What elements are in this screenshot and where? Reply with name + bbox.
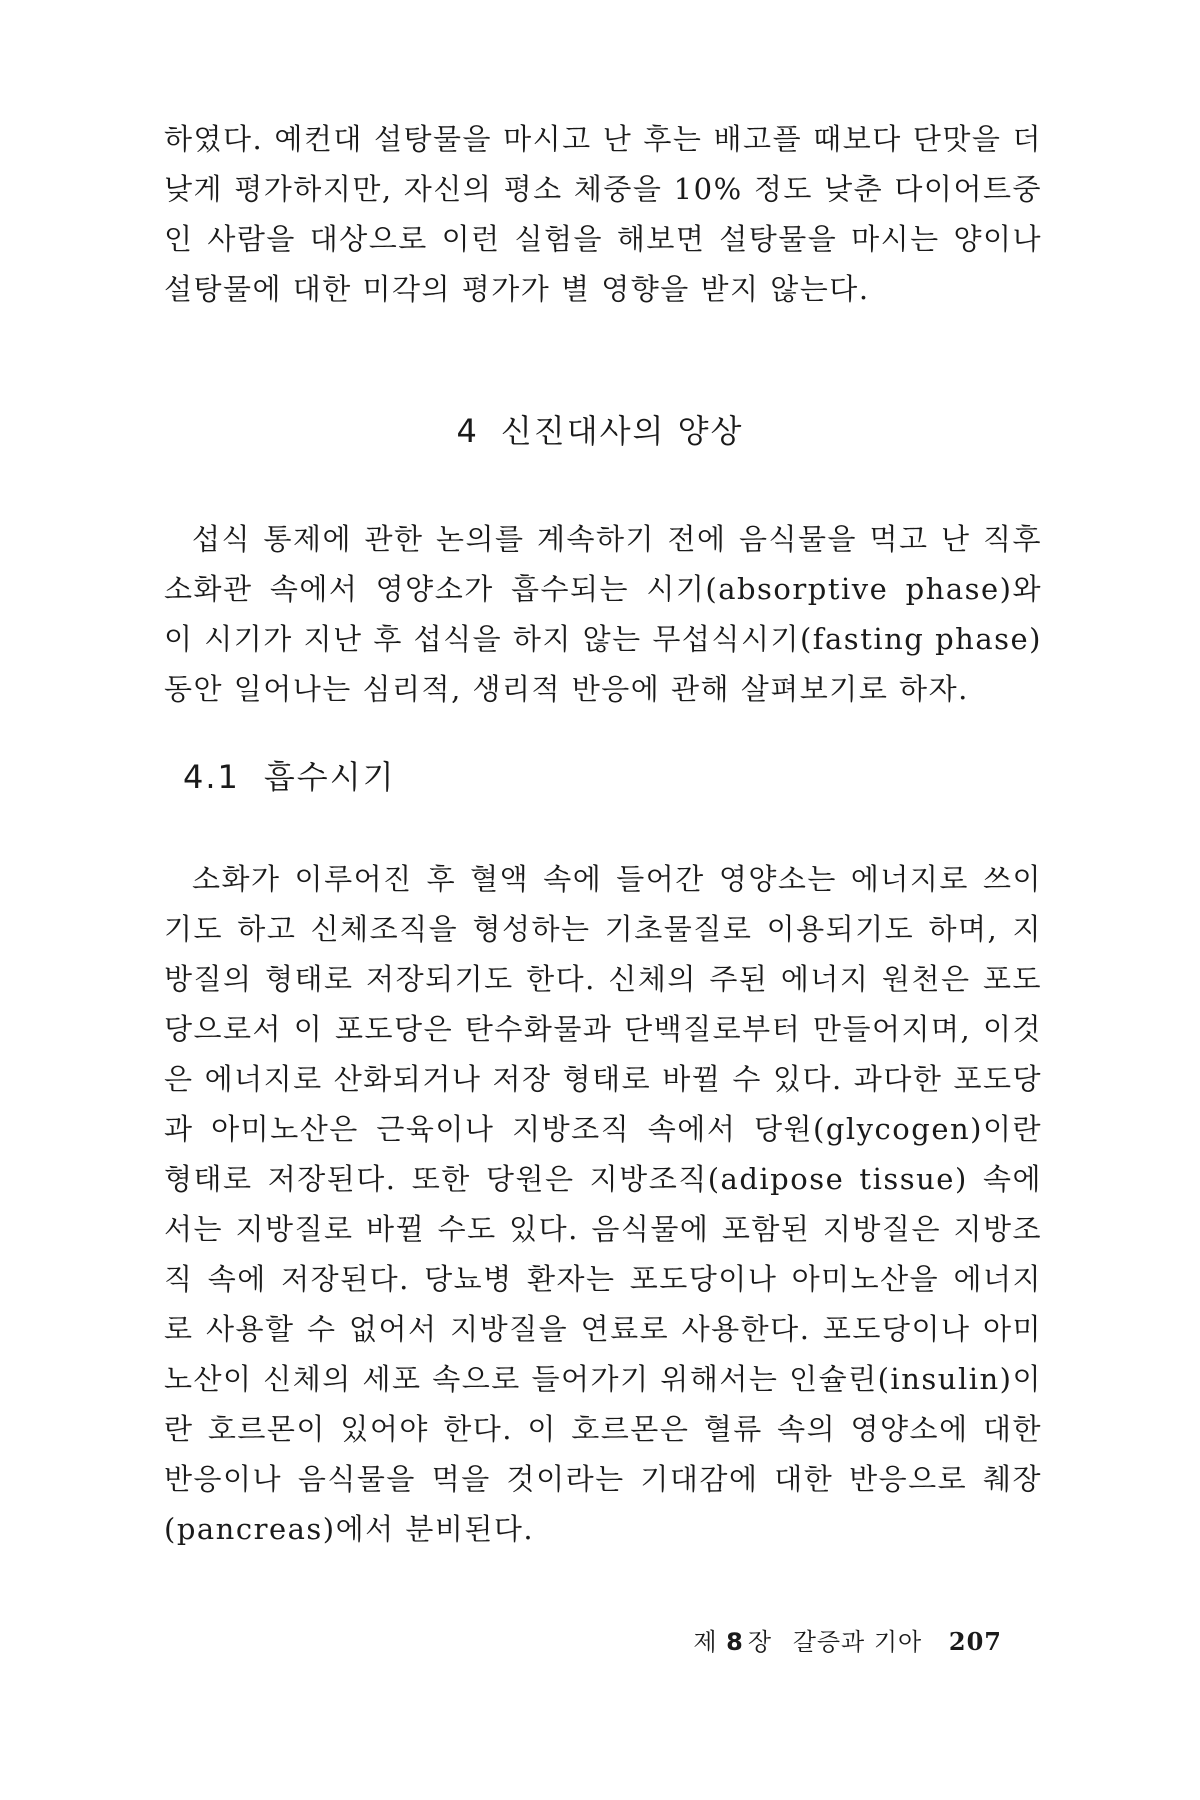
subsection-heading	[183, 752, 396, 798]
page-number: 207	[948, 1627, 1002, 1656]
chapter-title: 갈증과 기아	[792, 1628, 923, 1656]
paragraph-text: 하였다. 예컨대 설탕물을 마시고 난 후는 배고플 때보다 단맛을 더 낮게 평가하지만, 자신의 평소 체중을 10% 정도 낮춘 다이어트중인 사람을 대상으로 이런 실험을 해보면 설탕물을 마시는 양이나 설탕물에 대한 미각의 평가가 별 영향을 받지 않는다.	[164, 122, 1042, 306]
chapter-prefix: 제	[693, 1628, 718, 1656]
subsection-number: 4.1	[183, 758, 240, 796]
body-paragraph	[164, 114, 1042, 314]
section-title: 신진대사의 양상	[500, 412, 744, 450]
body-paragraph	[164, 854, 1042, 1554]
body-paragraph	[164, 514, 1042, 714]
chapter-suffix: 장	[747, 1628, 773, 1656]
page-footer	[693, 1622, 1002, 1657]
paragraph-text: 섭식 통제에 관한 논의를 계속하기 전에 음식물을 먹고 난 직후 소화관 속에서 영양소가 흡수되는 시기(absorptive phase)와 이 시기가 지난 후 섭식을 하지 않는 무섭식시기(fasting phase) 동안 일어나는 심리적, 생리적 반응에 관해 살펴보기로 하자.	[164, 522, 1042, 706]
paragraph-text: 소화가 이루어진 후 혈액 속에 들어간 영양소는 에너지로 쓰이기도 하고 신체조직을 형성하는 기초물질로 이용되기도 하며, 지방질의 형태로 저장되기도 한다. 신체의 주된 에너지 원천은 포도당으로서 이 포도당은 탄수화물과 단백질로부터 만들어지며, 이것은 에너지로 산화되거나 저장 형태로 바뀔 수 있다. 과다한 포도당과 아미노산은 근육이나 지방조직 속에서 당원(glycogen)이란 형태로 저장된다. 또한 당원은 지방조직(adipose tissue) 속에서는 지방질로 바뀔 수도 있다. 음식물에 포함된 지방질은 지방조직 속에 저장된다. 당뇨병 환자는 포도당이나 아미노산을 에너지로 사용할 수 없어서 지방질을 연료로 사용한다. 포도당이나 아미노산이 신체의 세포 속으로 들어가기 위해서는 인슐린(insulin)이란 호르몬이 있어야 한다. 이 호르몬은 혈류 속의 영양소에 대한 반응이나 음식물을 먹을 것이라는 기대감에 대한 반응으로 췌장(pancreas)에서 분비된다.	[164, 862, 1042, 1546]
section-number: 4	[456, 412, 479, 450]
subsection-title: 흡수시기	[263, 758, 396, 796]
section-heading	[0, 406, 1200, 452]
chapter-number: 8	[726, 1628, 744, 1656]
